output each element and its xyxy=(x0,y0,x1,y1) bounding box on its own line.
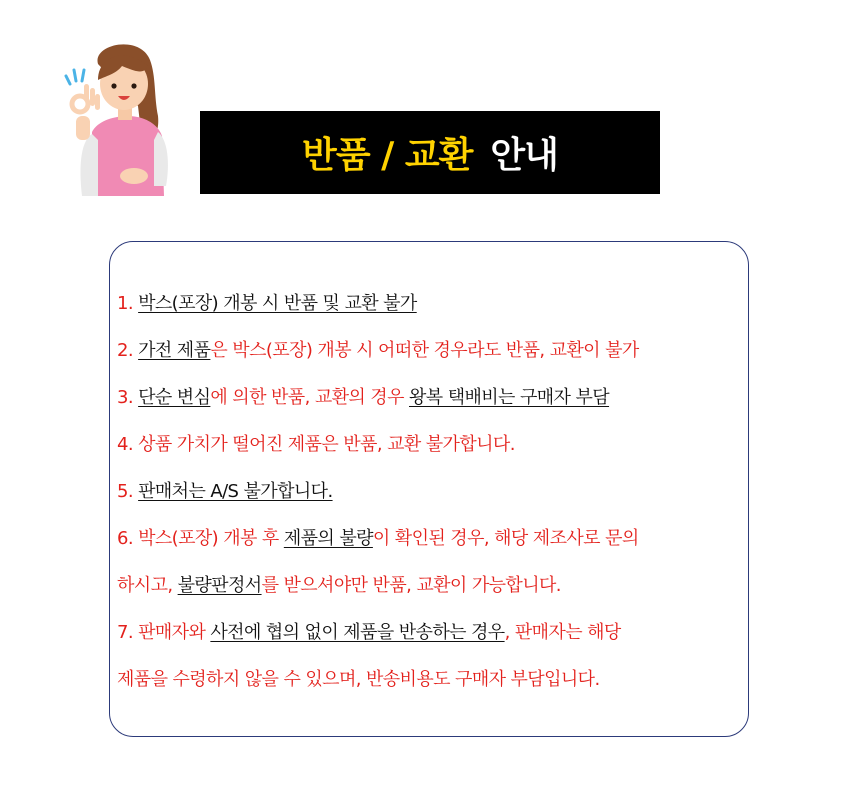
notice-line-6-text-before: 6. 박스(포장) 개봉 후 xyxy=(117,528,284,549)
title-banner xyxy=(200,111,660,194)
notice-line-2-text: 은 박스(포장) 개봉 시 어떠한 경우라도 반품, 교환이 불가 xyxy=(210,340,639,361)
notice-line-6-emphasis: 제품의 불량 xyxy=(283,528,373,549)
notice-line-4-text: 4. 상품 가치가 떨어진 제품은 반품, 교환 불가합니다. xyxy=(117,434,515,455)
title-highlight: 반품 / 교환 xyxy=(302,135,473,176)
notice-line-4 xyxy=(117,421,749,468)
notice-line-1-number: 1. xyxy=(117,293,139,314)
notice-line-5 xyxy=(117,468,749,515)
notice-line-2 xyxy=(117,327,749,374)
notice-line-8 xyxy=(117,609,749,656)
notice-line-3 xyxy=(117,374,749,421)
notice-line-6 xyxy=(117,515,749,562)
notice-line-2-emphasis: 가전 제품 xyxy=(138,340,211,361)
ok-gesture-woman-illustration xyxy=(58,36,174,202)
notice-line-7-text-after: 를 받으셔야만 반품, 교환이 가능합니다. xyxy=(261,575,561,596)
notice-line-2-number: 2. xyxy=(117,340,139,361)
notice-line-1-emphasis: 박스(포장) 개봉 시 반품 및 교환 불가 xyxy=(138,293,417,314)
notice-line-7-emphasis: 불량판정서 xyxy=(177,575,262,596)
notice-line-3-emphasis-2: 왕복 택배비는 구매자 부담 xyxy=(409,387,610,408)
notice-line-7-text-before: 하시고, xyxy=(117,575,178,596)
notice-line-3-text: 에 의한 반품, 교환의 경우 xyxy=(210,387,409,408)
notice-line-8-emphasis: 사전에 협의 없이 제품을 반송하는 경우 xyxy=(210,622,505,643)
notice-line-1 xyxy=(117,280,749,327)
notice-line-8-text-after: , 판매자는 해당 xyxy=(504,622,621,643)
notice-line-5-number: 5. xyxy=(117,481,139,502)
notice-line-6-text-after: 이 확인된 경우, 해당 제조사로 문의 xyxy=(372,528,639,549)
notice-line-9-text: 제품을 수령하지 않을 수 있으며, 반송비용도 구매자 부담입니다. xyxy=(117,669,600,690)
notice-line-3-emphasis-1: 단순 변심 xyxy=(138,387,211,408)
notice-line-5-emphasis: 판매처는 A/S 불가합니다. xyxy=(138,481,333,502)
notice-line-8-text-before: 7. 판매자와 xyxy=(117,622,211,643)
notice-line-7 xyxy=(117,562,749,609)
title-rest: 안내 xyxy=(490,135,558,176)
sparkle-lines xyxy=(66,70,84,84)
notice-list xyxy=(117,280,749,703)
notice-line-9 xyxy=(117,656,749,703)
notice-line-3-number: 3. xyxy=(117,387,139,408)
